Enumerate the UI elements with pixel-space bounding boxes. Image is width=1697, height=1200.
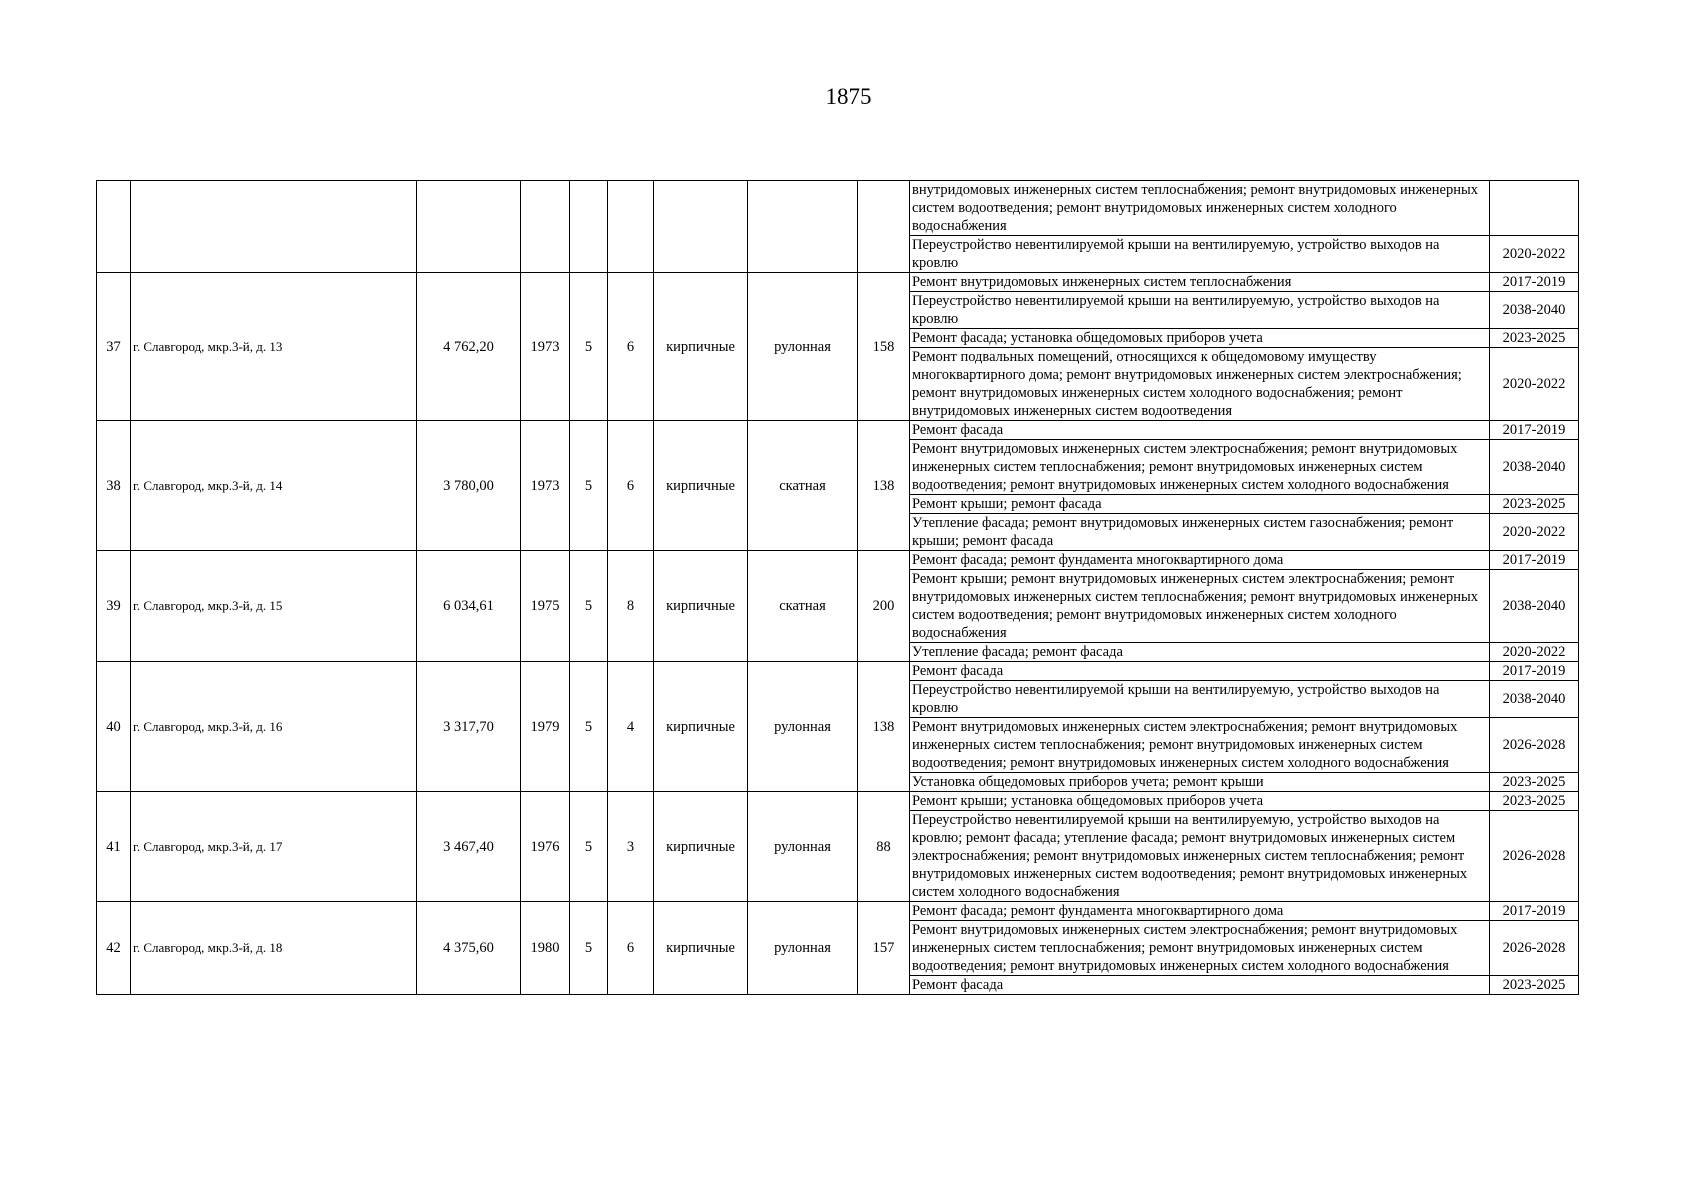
work-period: 2020-2022 (1490, 514, 1579, 551)
work-period: 2020-2022 (1490, 643, 1579, 662)
table-row (97, 273, 1579, 292)
work-period: 2017-2019 (1490, 273, 1579, 292)
work-period: 2023-2025 (1490, 976, 1579, 995)
resident-count: 88 (858, 792, 910, 902)
floor-count: 5 (570, 273, 608, 421)
work-period: 2038-2040 (1490, 570, 1579, 643)
resident-count: 158 (858, 273, 910, 421)
work-period: 2020-2022 (1490, 236, 1579, 273)
work-period: 2017-2019 (1490, 551, 1579, 570)
page-number: 1875 (825, 84, 872, 109)
wall-material: кирпичные (654, 551, 748, 662)
row-number: 38 (97, 421, 131, 551)
work-description: Ремонт фасада (910, 662, 1490, 681)
row-number: 40 (97, 662, 131, 792)
table-row (97, 421, 1579, 440)
floor-count: 5 (570, 902, 608, 995)
work-period: 2017-2019 (1490, 421, 1579, 440)
table-row (97, 662, 1579, 681)
resident-count: 138 (858, 421, 910, 551)
table-row (97, 551, 1579, 570)
house-address: г. Славгород, мкр.3-й, д. 14 (131, 421, 417, 551)
row-number: 37 (97, 273, 131, 421)
work-description: Установка общедомовых приборов учета; ремонт крыши (910, 773, 1490, 792)
work-description: Ремонт фасада (910, 976, 1490, 995)
wall-material: кирпичные (654, 273, 748, 421)
work-period: 2023-2025 (1490, 329, 1579, 348)
wall-material: кирпичные (654, 662, 748, 792)
wall-material: кирпичные (654, 792, 748, 902)
work-description: Утепление фасада; ремонт фасада (910, 643, 1490, 662)
row-number: 41 (97, 792, 131, 902)
house-address: г. Славгород, мкр.3-й, д. 17 (131, 792, 417, 902)
roof-type: скатная (748, 551, 858, 662)
work-description: Ремонт внутридомовых инженерных систем электроснабжения; ремонт внутридомовых инженерных систем теплоснабжения; ремонт внутридомовых инженерных систем водоотведения; ремонт внутридомовых инженерных систем холодного водоснабжения (910, 718, 1490, 773)
empty-cell (570, 181, 608, 273)
work-description: Ремонт фасада; ремонт фундамента многоквартирного дома (910, 551, 1490, 570)
work-description: Ремонт внутридомовых инженерных систем электроснабжения; ремонт внутридомовых инженерных систем теплоснабжения; ремонт внутридомовых инженерных систем водоотведения; ремонт внутридомовых инженерных систем холодного водоснабжения (910, 921, 1490, 976)
entrance-count: 3 (608, 792, 654, 902)
total-area: 3 317,70 (417, 662, 521, 792)
wall-material: кирпичные (654, 421, 748, 551)
empty-cell (654, 181, 748, 273)
entrance-count: 4 (608, 662, 654, 792)
total-area: 3 467,40 (417, 792, 521, 902)
build-year: 1976 (521, 792, 570, 902)
work-period (1490, 181, 1579, 236)
work-description: Ремонт фасада; ремонт фундамента многоквартирного дома (910, 902, 1490, 921)
work-period: 2026-2028 (1490, 921, 1579, 976)
wall-material: кирпичные (654, 902, 748, 995)
total-area: 4 762,20 (417, 273, 521, 421)
work-period: 2026-2028 (1490, 718, 1579, 773)
work-description: Переустройство невентилируемой крыши на вентилируемую, устройство выходов на кровлю (910, 292, 1490, 329)
work-period: 2023-2025 (1490, 495, 1579, 514)
house-address: г. Славгород, мкр.3-й, д. 18 (131, 902, 417, 995)
work-period: 2026-2028 (1490, 811, 1579, 902)
floor-count: 5 (570, 662, 608, 792)
roof-type: рулонная (748, 902, 858, 995)
build-year: 1980 (521, 902, 570, 995)
empty-cell (858, 181, 910, 273)
resident-count: 157 (858, 902, 910, 995)
work-description: Ремонт фасада (910, 421, 1490, 440)
housing-repair-table (96, 180, 1579, 995)
resident-count: 138 (858, 662, 910, 792)
work-period: 2023-2025 (1490, 792, 1579, 811)
work-period: 2020-2022 (1490, 348, 1579, 421)
work-period: 2038-2040 (1490, 681, 1579, 718)
table-row (97, 181, 1579, 236)
entrance-count: 6 (608, 421, 654, 551)
total-area: 6 034,61 (417, 551, 521, 662)
work-description: Переустройство невентилируемой крыши на вентилируемую, устройство выходов на кровлю (910, 681, 1490, 718)
work-description: Ремонт подвальных помещений, относящихся к общедомовому имуществу многоквартирного дома; ремонт внутридомовых инженерных систем электроснабжения; ремонт внутридомовых инженерных систем холодного водоснабжения; ремонт внутридомовых инженерных систем водоотведения (910, 348, 1490, 421)
work-description: внутридомовых инженерных систем теплоснабжения; ремонт внутридомовых инженерных систем водоотведения; ремонт внутридомовых инженерных систем холодного водоснабжения (910, 181, 1490, 236)
row-number: 42 (97, 902, 131, 995)
house-address: г. Славгород, мкр.3-й, д. 13 (131, 273, 417, 421)
build-year: 1979 (521, 662, 570, 792)
work-description: Ремонт внутридомовых инженерных систем электроснабжения; ремонт внутридомовых инженерных систем теплоснабжения; ремонт внутридомовых инженерных систем водоотведения; ремонт внутридомовых инженерных систем холодного водоснабжения (910, 440, 1490, 495)
work-period: 2023-2025 (1490, 773, 1579, 792)
work-description: Ремонт внутридомовых инженерных систем теплоснабжения (910, 273, 1490, 292)
house-address: г. Славгород, мкр.3-й, д. 16 (131, 662, 417, 792)
work-description: Ремонт крыши; ремонт фасада (910, 495, 1490, 514)
resident-count: 200 (858, 551, 910, 662)
row-number: 39 (97, 551, 131, 662)
work-description: Переустройство невентилируемой крыши на вентилируемую, устройство выходов на кровлю; ремонт фасада; утепление фасада; ремонт внутридомовых инженерных систем электроснабжения; ремонт внутридомовых инженерных систем теплоснабжения; ремонт внутридомовых инженерных систем водоотведения; ремонт внутридомовых инженерных систем холодного водоснабжения (910, 811, 1490, 902)
house-address: г. Славгород, мкр.3-й, д. 15 (131, 551, 417, 662)
empty-cell (131, 181, 417, 273)
floor-count: 5 (570, 551, 608, 662)
work-period: 2038-2040 (1490, 292, 1579, 329)
floor-count: 5 (570, 792, 608, 902)
work-description: Переустройство невентилируемой крыши на вентилируемую, устройство выходов на кровлю (910, 236, 1490, 273)
work-description: Утепление фасада; ремонт внутридомовых инженерных систем газоснабжения; ремонт крыши; ремонт фасада (910, 514, 1490, 551)
roof-type: скатная (748, 421, 858, 551)
work-description: Ремонт крыши; ремонт внутридомовых инженерных систем электроснабжения; ремонт внутридомовых инженерных систем теплоснабжения; ремонт внутридомовых инженерных систем водоотведения; ремонт внутридомовых инженерных систем холодного водоснабжения (910, 570, 1490, 643)
roof-type: рулонная (748, 662, 858, 792)
work-period: 2038-2040 (1490, 440, 1579, 495)
empty-cell (97, 181, 131, 273)
entrance-count: 6 (608, 273, 654, 421)
total-area: 4 375,60 (417, 902, 521, 995)
work-description: Ремонт крыши; установка общедомовых приборов учета (910, 792, 1490, 811)
table-row (97, 792, 1579, 811)
work-description: Ремонт фасада; установка общедомовых приборов учета (910, 329, 1490, 348)
empty-cell (521, 181, 570, 273)
build-year: 1973 (521, 273, 570, 421)
entrance-count: 8 (608, 551, 654, 662)
empty-cell (748, 181, 858, 273)
total-area: 3 780,00 (417, 421, 521, 551)
build-year: 1975 (521, 551, 570, 662)
empty-cell (608, 181, 654, 273)
roof-type: рулонная (748, 792, 858, 902)
entrance-count: 6 (608, 902, 654, 995)
table-row (97, 902, 1579, 921)
work-period: 2017-2019 (1490, 662, 1579, 681)
empty-cell (417, 181, 521, 273)
roof-type: рулонная (748, 273, 858, 421)
build-year: 1973 (521, 421, 570, 551)
work-period: 2017-2019 (1490, 902, 1579, 921)
floor-count: 5 (570, 421, 608, 551)
